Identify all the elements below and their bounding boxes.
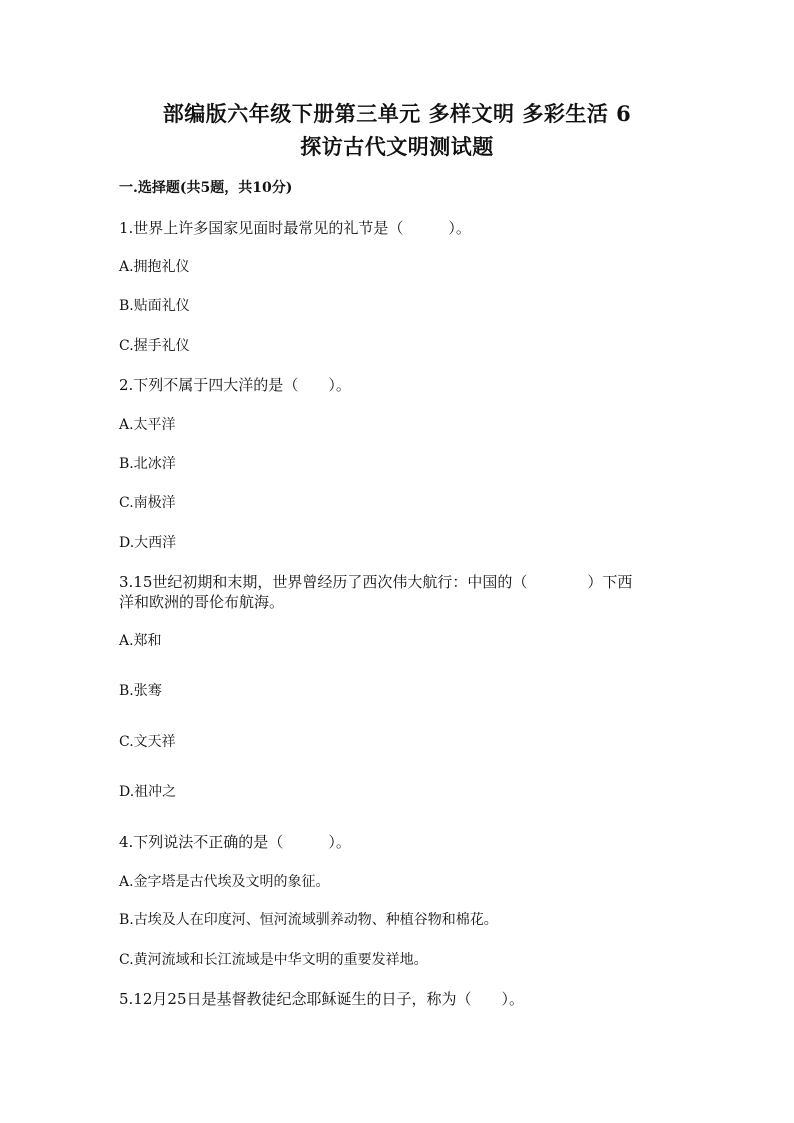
- section-heading: 一.选择题(共5题，共10分): [119, 180, 293, 196]
- option-b: B.贴面礼仪: [119, 298, 190, 314]
- option-a: A.拥抱礼仪: [119, 259, 190, 275]
- question-stem-line-2: 洋和欧洲的哥伦布航海。: [119, 593, 285, 611]
- question-stem: 5.12月25日是基督教徒纪念耶稣诞生的日子，称为（ ）。: [119, 990, 524, 1008]
- option-c: C.南极洋: [119, 495, 176, 511]
- option-c: C.黄河流域和长江流域是中华文明的重要发祥地。: [119, 952, 428, 968]
- option-d: D.大西洋: [119, 535, 177, 551]
- option-b: B.古埃及人在印度河、恒河流域驯养动物、种植谷物和棉花。: [119, 912, 498, 928]
- option-a: A.金字塔是古代埃及文明的象征。: [119, 874, 330, 890]
- question-stem: 1.世界上许多国家见面时最常见的礼节是（ ）。: [119, 219, 471, 237]
- question-stem-line-1: 3.15世纪初期和末期，世界曾经历了西次伟大航行：中国的（ ）下西: [119, 573, 633, 591]
- title-line-2: 探访古代文明测试题: [300, 134, 494, 159]
- option-b: B.张骞: [119, 683, 162, 699]
- option-c: C.握手礼仪: [119, 338, 190, 354]
- question-stem: 4.下列说法不正确的是（ ）。: [119, 833, 351, 851]
- option-a: A.太平洋: [119, 417, 176, 433]
- option-a: A.郑和: [119, 633, 162, 649]
- option-b: B.北冰洋: [119, 456, 176, 472]
- option-d: D.祖冲之: [119, 784, 177, 800]
- option-c: C.文天祥: [119, 734, 176, 750]
- title-line-1: 部编版六年级下册第三单元 多样文明 多彩生活 6: [162, 101, 632, 126]
- question-stem: 2.下列不属于四大洋的是（ ）。: [119, 376, 351, 394]
